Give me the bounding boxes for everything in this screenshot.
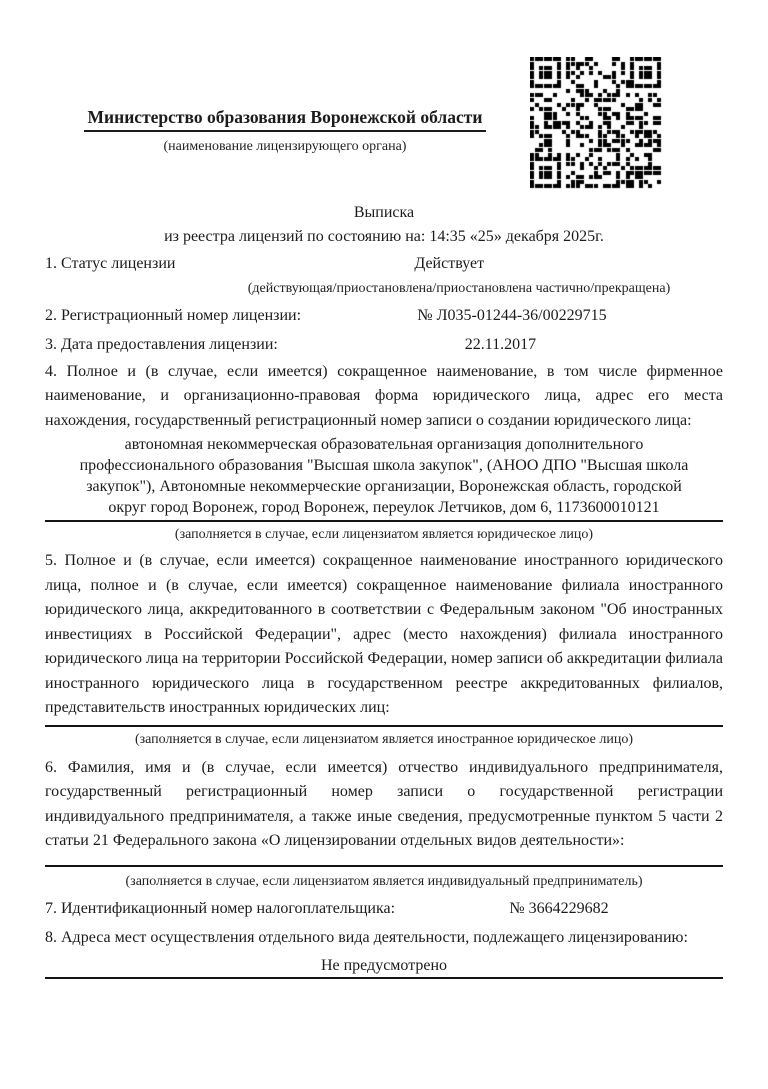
qr-code [530, 57, 662, 189]
divider [45, 520, 723, 522]
document-subtitle: из реестра лицензий по состоянию на: 14:35 «25» декабря 2025г. [164, 227, 604, 245]
divider [45, 865, 723, 867]
authority-caption: (наименование лицензирующего органа) [163, 138, 407, 154]
document-body [45, 203, 723, 979]
section4-legal-entity-heading: 4. Полное и (в случае, если имеется) сокращенное наименование, в том числе фирменное наименование, и организационно-правовая форма юридического лица, адрес его места нахождения, государственный регистрационный номер записи о создании юридического лица: [45, 362, 723, 429]
section5-fill-caption: (заполняется в случае, если лицензиатом является иностранное юридическое лицо) [134, 731, 634, 747]
registration-number-row [45, 306, 723, 326]
divider [45, 725, 723, 727]
divider [45, 977, 723, 979]
header [40, 0, 530, 155]
document-title: Выписка [353, 203, 415, 221]
section4-fill-caption: (заполняется в случае, если лицензиатом является юридическое лицо) [174, 527, 594, 543]
grant-date-value: 22.11.2017 [464, 335, 537, 353]
activity-addresses-label: 8. Адреса мест осуществления отдельного вида деятельности, подлежащего лицензированию: [45, 928, 688, 946]
registration-number-label: 2. Регистрационный номер лицензии: [45, 306, 302, 324]
grant-date-label: 3. Дата предоставления лицензии: [45, 335, 278, 353]
grant-date-row [45, 335, 723, 355]
registration-number-value: № Л035-01244-36/00229715 [417, 306, 607, 324]
license-status-row [45, 254, 723, 274]
license-status-caption: (действующая/приостановлена/приостановлена частично/прекращена) [247, 280, 671, 296]
licensee-organization-details: автономная некоммерческая образовательная организация дополнительного профессионального образования "Высшая школа закупок", (АНОО ДПО "Высшая школа закупок"), Автономные некоммерческие организации, Воронежская область, городской округ город Воронеж, город Воронеж, переулок Летчиков, дом 6, 1173600010121 [79, 436, 689, 517]
taxpayer-id-value: № 3664229682 [509, 899, 609, 917]
section6-fill-caption: (заполняется в случае, если лицензиатом является индивидуальный предприниматель) [125, 873, 643, 889]
taxpayer-id-row [45, 899, 723, 919]
taxpayer-id-label: 7. Идентификационный номер налогоплательщика: [45, 899, 396, 917]
license-status-label: 1. Статус лицензии [45, 254, 176, 272]
section5-foreign-entity-heading: 5. Полное и (в случае, если имеется) сокращенное наименование иностранного юридического лица, полное и (в случае, если имеется) сокращенное наименование филиала иностранного юридического лица, аккредитованного в соответствии с Федеральным законом "Об иностранных инвестициях в Российской Федерации", адрес (место нахождения) филиала иностранного юридического лица на территории Российской Федерации, номер записи об аккредитации филиала иностранного юридического лица в государственном реестре аккредитованных филиалов, представительств иностранных юридических лиц: [45, 552, 723, 717]
activity-addresses-value: Не предусмотрено [320, 956, 448, 974]
license-status-value: Действует [414, 254, 485, 272]
licensing-authority-name: Министерство образования Воронежской области [84, 106, 487, 132]
section6-entrepreneur-heading: 6. Фамилия, имя и (в случае, если имеется) отчество индивидуального предпринимателя, государственный регистрационный номер записи о государственной регистрации индивидуального предпринимателя, а также иные сведения, предусмотренные пунктом 5 части 2 статьи 21 Федерального закона «О лицензировании отдельных видов деятельности»: [45, 758, 723, 850]
